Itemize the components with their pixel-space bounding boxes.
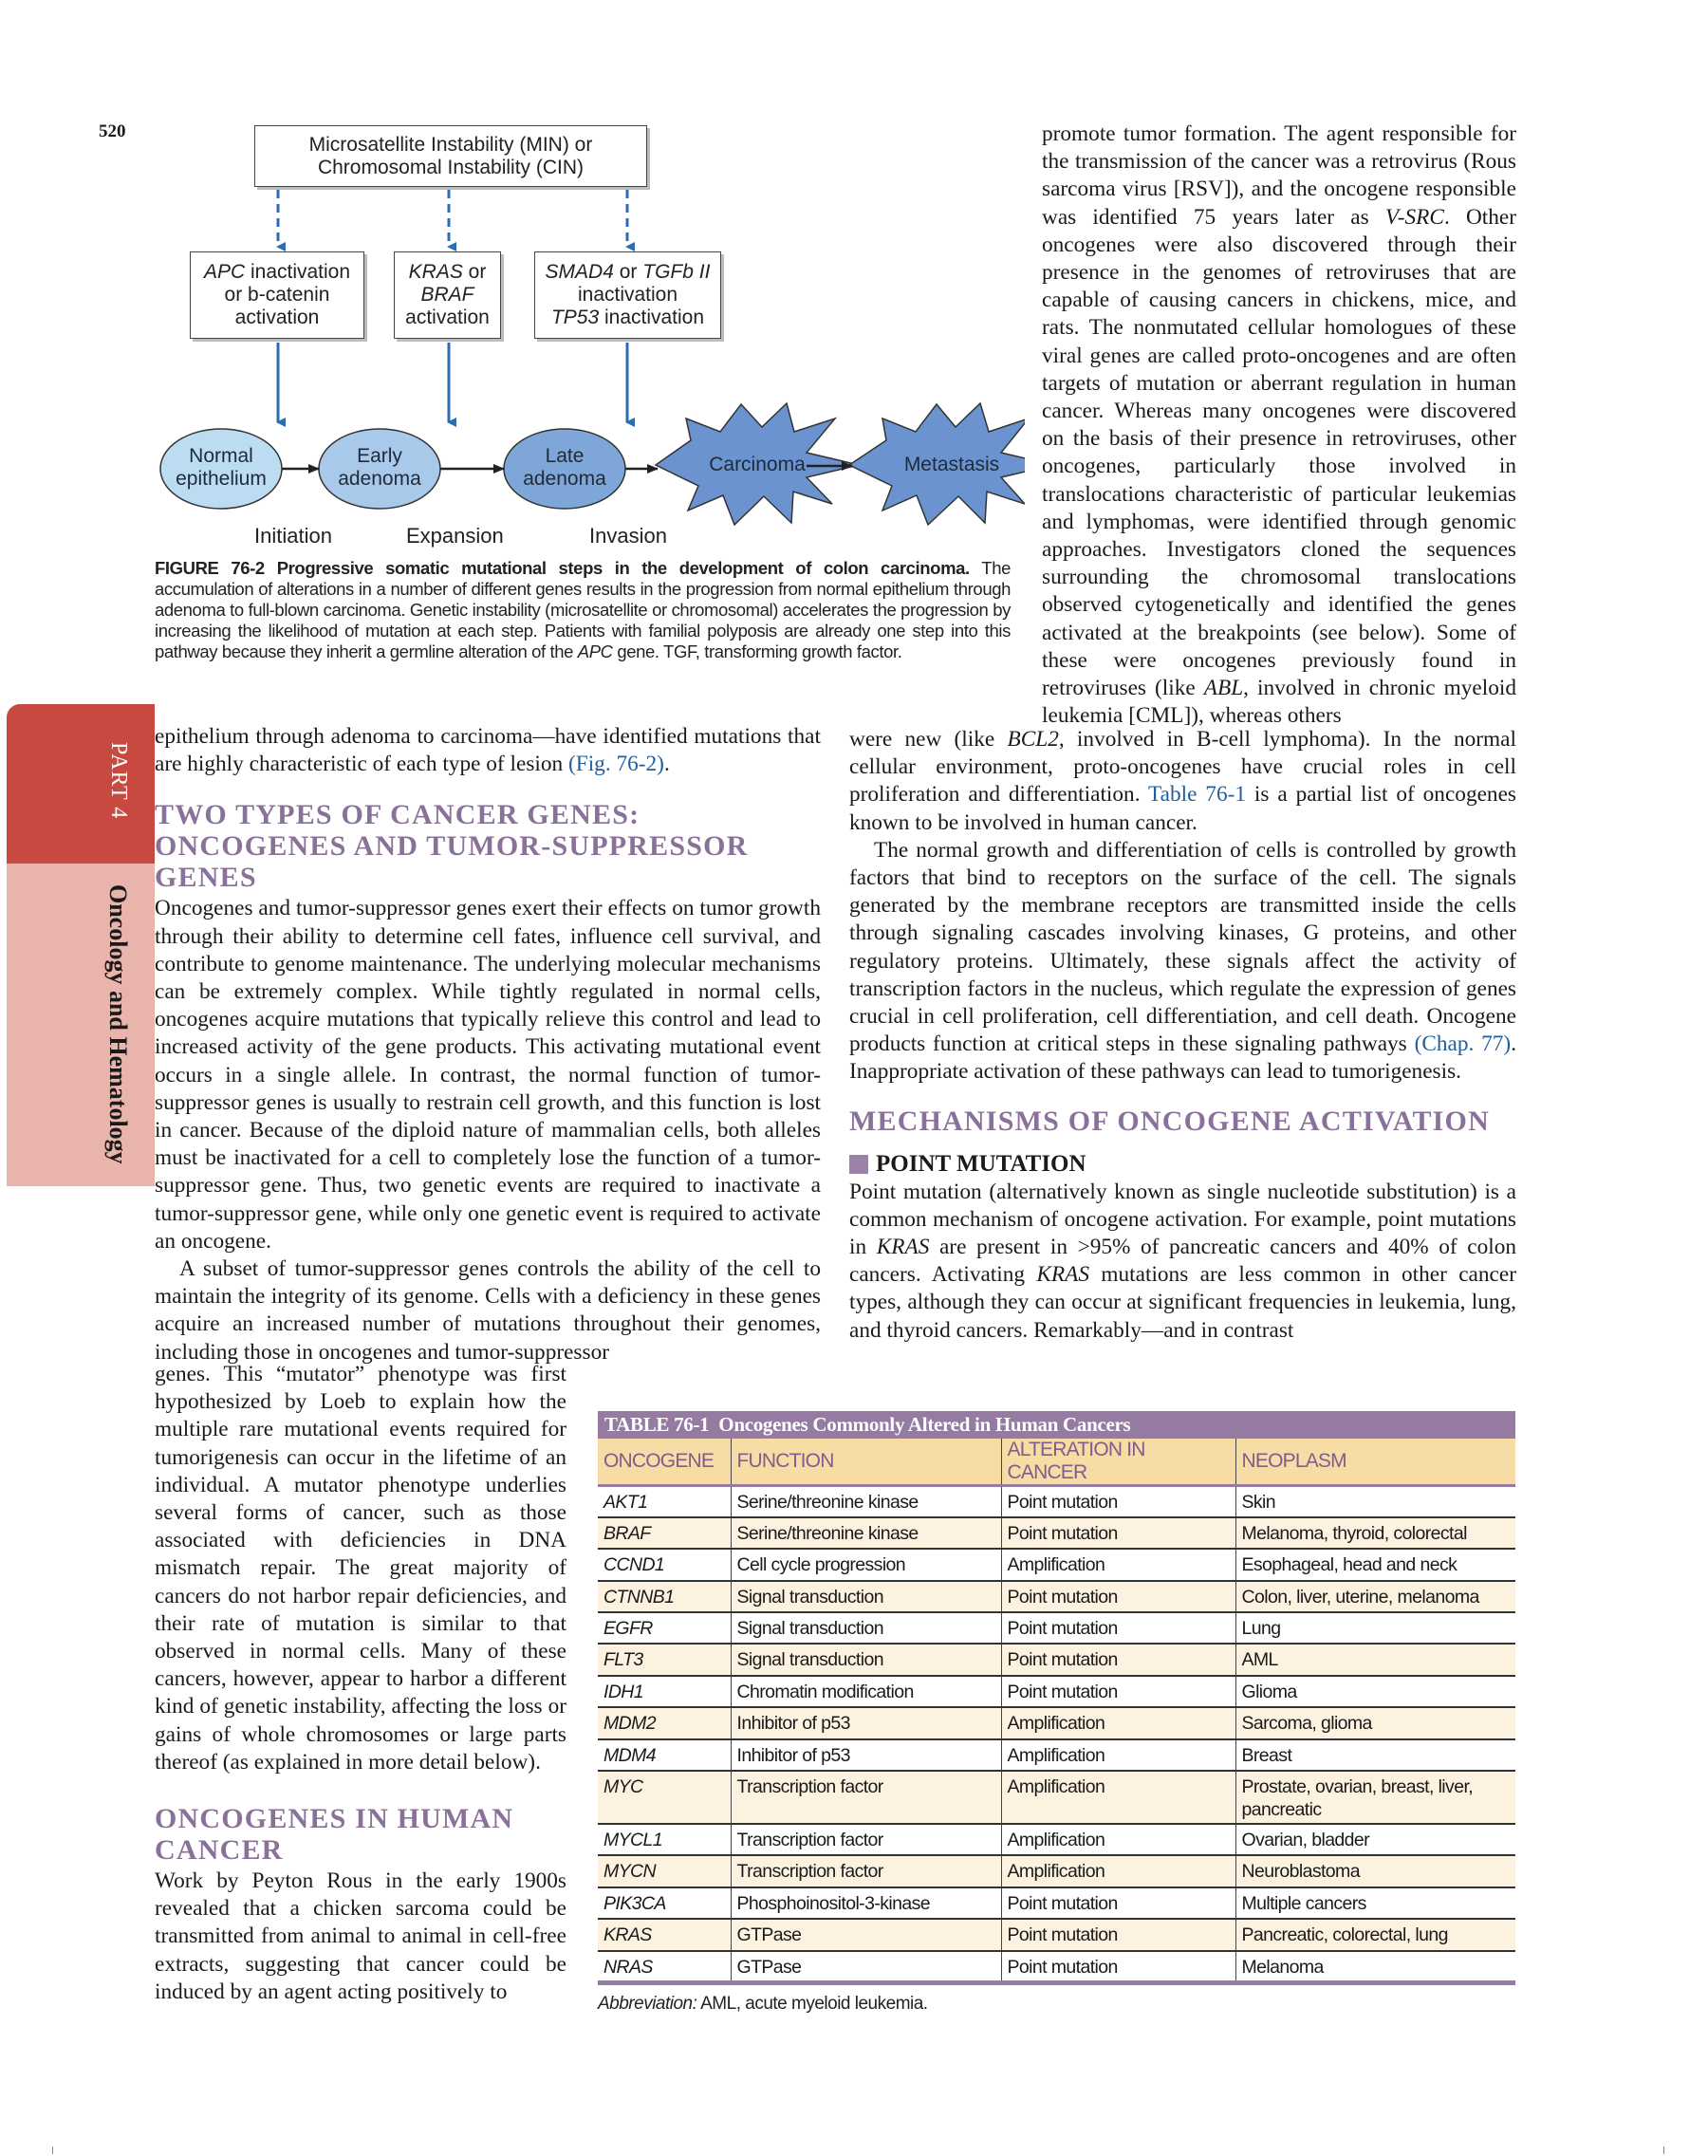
paragraph-proto-oncogenes: [849, 726, 1516, 837]
text: are present in >95% of pancreatic cancers and 40% of colon cancers. Activating: [849, 1235, 1516, 1288]
node-label-late: [504, 445, 625, 491]
node-label-line: epithelium: [176, 468, 267, 490]
stage-expansion: Expansion: [406, 524, 504, 548]
node-label-carcinoma: Carcinoma: [709, 454, 806, 475]
part-tab-red: [7, 704, 155, 864]
col-header-neoplasm: NEOPLASM: [1235, 1439, 1515, 1486]
table-row: [598, 1919, 1515, 1950]
heading-mechanisms: MECHANISMS OF ONCOGENE ACTIVATION: [849, 1105, 1490, 1137]
table-footnote: [598, 1994, 1515, 2015]
cell-neoplasm: Esophageal, head and neck: [1235, 1549, 1515, 1580]
heading-point-mutation-text: POINT MUTATION: [876, 1150, 1086, 1177]
kras-gene: KRAS: [408, 261, 463, 283]
cell-oncogene: AKT1: [598, 1486, 731, 1517]
instability-line2: Chromosomal Instability (CIN): [317, 156, 585, 178]
caption-text-end: gene. TGF, transforming growth factor.: [612, 641, 902, 661]
cell-oncogene: KRAS: [598, 1919, 731, 1950]
cell-function: Chromatin modification: [731, 1676, 1001, 1707]
cell-neoplasm: Lung: [1235, 1612, 1515, 1644]
chap-77-link[interactable]: (Chap. 77): [1414, 1032, 1512, 1057]
text: The normal growth and differentiation of cells is controlled by growth factors that bind to receptors on the surface of the cell. The signals generated by the membrane receptors are transmitted inside the cells through signaling cascades involving kinases, G proteins, and other regulatory proteins. Ultimately, these signals affect the activity of transcription factors in the nucleus, which regulate the expression of genes crucial in cell proliferation, cell differentiation, and cell death. Oncogene products function at critical steps in these signaling pathways: [849, 837, 1516, 1057]
text: . Inappropriate activation of these pathways can lead to tumorigenesis.: [849, 1032, 1517, 1085]
table-row: [598, 1486, 1515, 1517]
table-row: [598, 1549, 1515, 1580]
text: mutations are less common in other cancer types, although they can occur at significant frequencies in leukemia, lung, and thyroid cancers. Remarkably—and in contrast: [849, 1262, 1516, 1343]
paragraph-retrovirus: [1042, 121, 1516, 730]
right-column-lower: [849, 726, 1516, 1345]
cell-neoplasm: Sarcoma, glioma: [1235, 1707, 1515, 1738]
cell-alteration: Point mutation: [1001, 1676, 1235, 1707]
cell-function: GTPase: [731, 1951, 1001, 1983]
footnote-label: Abbreviation:: [598, 1993, 697, 2014]
table-title: [598, 1411, 1515, 1439]
crop-mark-right: [1663, 2147, 1664, 2154]
paragraph-rous: Work by Peyton Rous in the early 1900s revealed that a chicken sarcoma could be transmitted from animal to animal in cell-free extracts, suggesting that cancer could be induced by an agent acting positively to: [155, 1868, 566, 2004]
gene-abl: ABL: [1203, 676, 1244, 701]
apc-box: [190, 251, 364, 339]
text: , involved in B-cell lymphoma). In the normal cellular environment, proto-oncogenes have crucial roles in cell proliferation and differentiation.: [849, 727, 1516, 808]
cell-alteration: Point mutation: [1001, 1644, 1235, 1675]
apc-gene: APC: [203, 261, 246, 283]
cell-function: Inhibitor of p53: [731, 1739, 1001, 1771]
cell-function: Serine/threonine kinase: [731, 1517, 1001, 1549]
text: is a partial list of oncogenes known to be involved in human cancer.: [849, 782, 1516, 835]
cell-oncogene: CCND1: [598, 1549, 731, 1580]
table-row: [598, 1887, 1515, 1919]
table-row: [598, 1517, 1515, 1549]
cell-alteration: Point mutation: [1001, 1887, 1235, 1919]
gene-kras: KRAS: [876, 1235, 930, 1260]
instability-box: [254, 125, 647, 187]
caption-label: FIGURE 76-2: [155, 558, 265, 578]
table-row: [598, 1951, 1515, 1983]
left-column-upper: [155, 723, 821, 1366]
page-number: 520: [99, 121, 126, 141]
cell-alteration: Amplification: [1001, 1549, 1235, 1580]
cell-neoplasm: Neuroblastoma: [1235, 1855, 1515, 1886]
table-header-row: [598, 1439, 1515, 1486]
cell-neoplasm: Prostate, ovarian, breast, liver, pancreatic: [1235, 1771, 1515, 1824]
part-title: Oncology and Hematology: [104, 884, 132, 1164]
cell-oncogene: MYCN: [598, 1855, 731, 1886]
cell-oncogene: MYC: [598, 1771, 731, 1824]
cell-function: Serine/threonine kinase: [731, 1486, 1001, 1517]
cell-alteration: Amplification: [1001, 1771, 1235, 1824]
cell-function: Transcription factor: [731, 1855, 1001, 1886]
cell-function: Cell cycle progression: [731, 1549, 1001, 1580]
table-row: [598, 1676, 1515, 1707]
tp53-gene: TP53: [550, 307, 600, 328]
stage-initiation: Initiation: [254, 524, 332, 548]
tp53-text: inactivation: [599, 307, 705, 328]
apc-line2: or b-catenin: [224, 284, 330, 306]
tgfb-gene: TGFb II: [642, 261, 711, 283]
table-row: [598, 1707, 1515, 1738]
text: . Other oncogenes were also discovered through their presence in the genomes of retroviruses that are capable of causing cancers in chickens, mice, and rats. The nonmutated cellular homologues of these viral genes are called proto-oncogenes and are often targets of mutation or aberrant regulation in human cancer. Whereas many oncogenes were discovered on the basis of their presence in retroviruses, other oncogenes, particularly those involved in translocations characteristic of particular leukemias and lymphomas, were identified through genomic approaches. Investigators cloned the sequences surrounding the chromosomal translocations observed cytogenetically and identified the genes activated at the breakpoints (see below). Some of these were oncogenes previously found in retroviruses (like: [1042, 204, 1516, 701]
table-row: [598, 1739, 1515, 1771]
apc-text: inactivation: [245, 261, 351, 283]
intro-paragraph: [155, 723, 821, 778]
node-label-normal: [160, 445, 282, 491]
cell-neoplasm: AML: [1235, 1644, 1515, 1675]
cell-alteration: Point mutation: [1001, 1486, 1235, 1517]
cell-oncogene: EGFR: [598, 1612, 731, 1644]
cell-neoplasm: Colon, liver, uterine, melanoma: [1235, 1581, 1515, 1612]
cell-alteration: Amplification: [1001, 1855, 1235, 1886]
col-header-oncogene: ONCOGENE: [598, 1439, 731, 1486]
node-label-line: Late: [545, 445, 585, 467]
gene-kras: KRAS: [1036, 1262, 1090, 1288]
text: promote tumor formation. The agent responsible for the transmission of the cancer was a retrovirus (Rous sarcoma virus [RSV]), and the oncogene responsible was identified 75 years later as: [1042, 121, 1516, 230]
smad4-line2: inactivation: [577, 284, 678, 306]
smad4-or: or: [613, 261, 643, 283]
cell-function: Signal transduction: [731, 1581, 1001, 1612]
right-column-upper: [1042, 121, 1516, 730]
cell-oncogene: CTNNB1: [598, 1581, 731, 1612]
table-label: TABLE 76-1: [604, 1413, 710, 1436]
caption-title: Progressive somatic mutational steps in the development of colon carcinoma.: [264, 558, 970, 578]
cell-alteration: Point mutation: [1001, 1612, 1235, 1644]
cell-alteration: Amplification: [1001, 1824, 1235, 1855]
cell-function: Phosphoinositol-3-kinase: [731, 1887, 1001, 1919]
heading-point-mutation: [849, 1150, 1516, 1179]
fig-76-2-link[interactable]: (Fig. 76-2): [567, 752, 664, 777]
cell-function: Transcription factor: [731, 1771, 1001, 1824]
cell-alteration: Point mutation: [1001, 1951, 1235, 1983]
cell-neoplasm: Breast: [1235, 1739, 1515, 1771]
node-label-metastasis: Metastasis: [903, 454, 1000, 475]
paragraph-mutator-cont: genes. This “mutator” phenotype was first hypothesized by Loeb to explain how the multiple rare mutational events required for tumorigenesis can occur in the lifetime of an individual. A mutator phenotype underlies several forms of cancer, such as those associated with deficiencies in DNA mismatch repair. The great majority of cancers do not harbor repair deficiencies, and their rate of mutation is similar to that observed in normal cells. Many of these cancers, however, appear to harbor a different kind of genetic instability, affecting the loss or gains of whole chromosomes or large parts thereof (as explained in more detail below).: [155, 1362, 566, 1775]
node-label-line: adenoma: [523, 468, 606, 490]
table-body: [598, 1486, 1515, 1983]
col-header-function: FUNCTION: [731, 1439, 1001, 1486]
intro-end: .: [663, 752, 670, 777]
paragraph-growth-factors: [849, 837, 1516, 1087]
footnote-text: AML, acute myeloid leukemia.: [696, 1993, 928, 2014]
part-label: PART 4: [106, 742, 131, 820]
cell-oncogene: FLT3: [598, 1644, 731, 1675]
paragraph-oncogenes-tsg: Oncogenes and tumor-suppressor genes exert their effects on tumor growth through their ability to determine cell fates, influence cell survival, and contribute to genome maintenance. The underlying molecular mechanisms can be extremely complex. While tightly regulated in normal cells, oncogenes acquire mutations that typically relieve this control and lead to increased activity of the gene products. This activating mutational event occurs in a single allele. In contrast, the normal function of tumor-suppressor genes is usually to restrain cell growth, and this function is lost in cancer. Because of the diploid nature of mammalian cells, both alleles must be inactivated for a cell to completely lose the function of a tumor-suppressor gene. Thus, two genetic events are required to inactivate a tumor-suppressor gene, while only one genetic event is required to activate an oncogene.: [155, 896, 821, 1254]
table-row: [598, 1644, 1515, 1675]
intro-text: epithelium through adenoma to carcinoma—have identified mutations that are highly characteristic of each type of lesion: [155, 724, 821, 777]
kras-or: or: [462, 261, 487, 283]
node-label-line: Normal: [189, 445, 253, 467]
text: Point mutation (alternatively known as single nucleotide substitution) is a common mechanism of oncogene activation. For example, point mutations in: [849, 1179, 1516, 1260]
gene-bcl2: BCL2: [1007, 727, 1059, 752]
cell-function: Inhibitor of p53: [731, 1707, 1001, 1738]
table-76-1-link[interactable]: Table 76-1: [1148, 782, 1247, 808]
node-label-early: [319, 445, 440, 491]
cell-oncogene: IDH1: [598, 1676, 731, 1707]
cell-alteration: Amplification: [1001, 1707, 1235, 1738]
cell-neoplasm: Melanoma: [1235, 1951, 1515, 1983]
cell-neoplasm: Ovarian, bladder: [1235, 1824, 1515, 1855]
oncogene-table: [598, 1439, 1515, 1985]
cell-alteration: Point mutation: [1001, 1581, 1235, 1612]
figure-caption: [155, 558, 1011, 662]
stage-invasion: Invasion: [589, 524, 667, 548]
cell-oncogene: PIK3CA: [598, 1887, 731, 1919]
cell-neoplasm: Multiple cancers: [1235, 1887, 1515, 1919]
paragraph-point-mutation: [849, 1179, 1516, 1345]
section-square-icon: [849, 1155, 868, 1174]
kras-line3: activation: [405, 307, 490, 328]
apc-line3: activation: [234, 307, 320, 328]
cell-function: Signal transduction: [731, 1612, 1001, 1644]
smad4-gene: SMAD4: [545, 261, 614, 283]
cell-oncogene: NRAS: [598, 1951, 731, 1983]
paragraph-mutator: A subset of tumor-suppressor genes controls the ability of the cell to maintain the integrity of its genome. Cells with a deficiency in these genes acquire an increased number of mutations throughout their genomes, including those in oncogenes and tumor-suppressor: [155, 1256, 821, 1365]
cell-oncogene: MYCL1: [598, 1824, 731, 1855]
table-row: [598, 1824, 1515, 1855]
table-76-1: [598, 1411, 1515, 2015]
node-label-line: Early: [357, 445, 402, 467]
smad4-box: [534, 251, 721, 339]
kras-box: [394, 251, 501, 339]
figure-76-2: [142, 119, 1025, 555]
cell-function: Signal transduction: [731, 1644, 1001, 1675]
table-row: [598, 1581, 1515, 1612]
heading-oncogenes-human-cancer: ONCOGENES IN HUMAN CANCER: [155, 1803, 514, 1867]
cell-oncogene: MDM2: [598, 1707, 731, 1738]
left-column-lower: [155, 1361, 566, 2006]
part-tab-pink: [7, 864, 155, 1186]
cell-function: GTPase: [731, 1919, 1001, 1950]
cell-alteration: Point mutation: [1001, 1517, 1235, 1549]
crop-mark-left: [52, 2147, 53, 2154]
cell-alteration: Amplification: [1001, 1739, 1235, 1771]
table-row: [598, 1612, 1515, 1644]
cell-alteration: Point mutation: [1001, 1919, 1235, 1950]
cell-function: Transcription factor: [731, 1824, 1001, 1855]
table-title-text: Oncogenes Commonly Altered in Human Cancers: [718, 1413, 1131, 1436]
table-row: [598, 1771, 1515, 1824]
caption-italic: APC: [577, 641, 613, 661]
cell-oncogene: MDM4: [598, 1739, 731, 1771]
node-label-line: adenoma: [338, 468, 421, 490]
gene-vsrc: V-SRC: [1384, 204, 1444, 230]
cell-neoplasm: Pancreatic, colorectal, lung: [1235, 1919, 1515, 1950]
part-side-tab: [7, 704, 155, 1186]
braf-gene: BRAF: [420, 284, 474, 306]
text: , involved in chronic myeloid leukemia [CML]), whereas others: [1042, 676, 1516, 729]
heading-two-types: TWO TYPES OF CANCER GENES: ONCOGENES AND TUMOR-SUPPRESSOR GENES: [155, 799, 749, 894]
cell-neoplasm: Melanoma, thyroid, colorectal: [1235, 1517, 1515, 1549]
text: were new (like: [849, 727, 1008, 752]
col-header-alteration: ALTERATION IN CANCER: [1001, 1439, 1235, 1486]
table-row: [598, 1855, 1515, 1886]
caption-text: The accumulation of alterations in a number of different genes results in the progression from normal epithelium through adenoma to full-blown carcinoma. Genetic instability (microsatellite or chromosomal) accelerates the progression by increasing the likelihood of mutation at each step. Patients with familial polyposis are already one step into this pathway because they inherit a germline alteration of the: [155, 558, 1011, 661]
cell-oncogene: BRAF: [598, 1517, 731, 1549]
instability-line1: Microsatellite Instability (MIN) or: [308, 133, 593, 156]
cell-neoplasm: Glioma: [1235, 1676, 1515, 1707]
cell-neoplasm: Skin: [1235, 1486, 1515, 1517]
